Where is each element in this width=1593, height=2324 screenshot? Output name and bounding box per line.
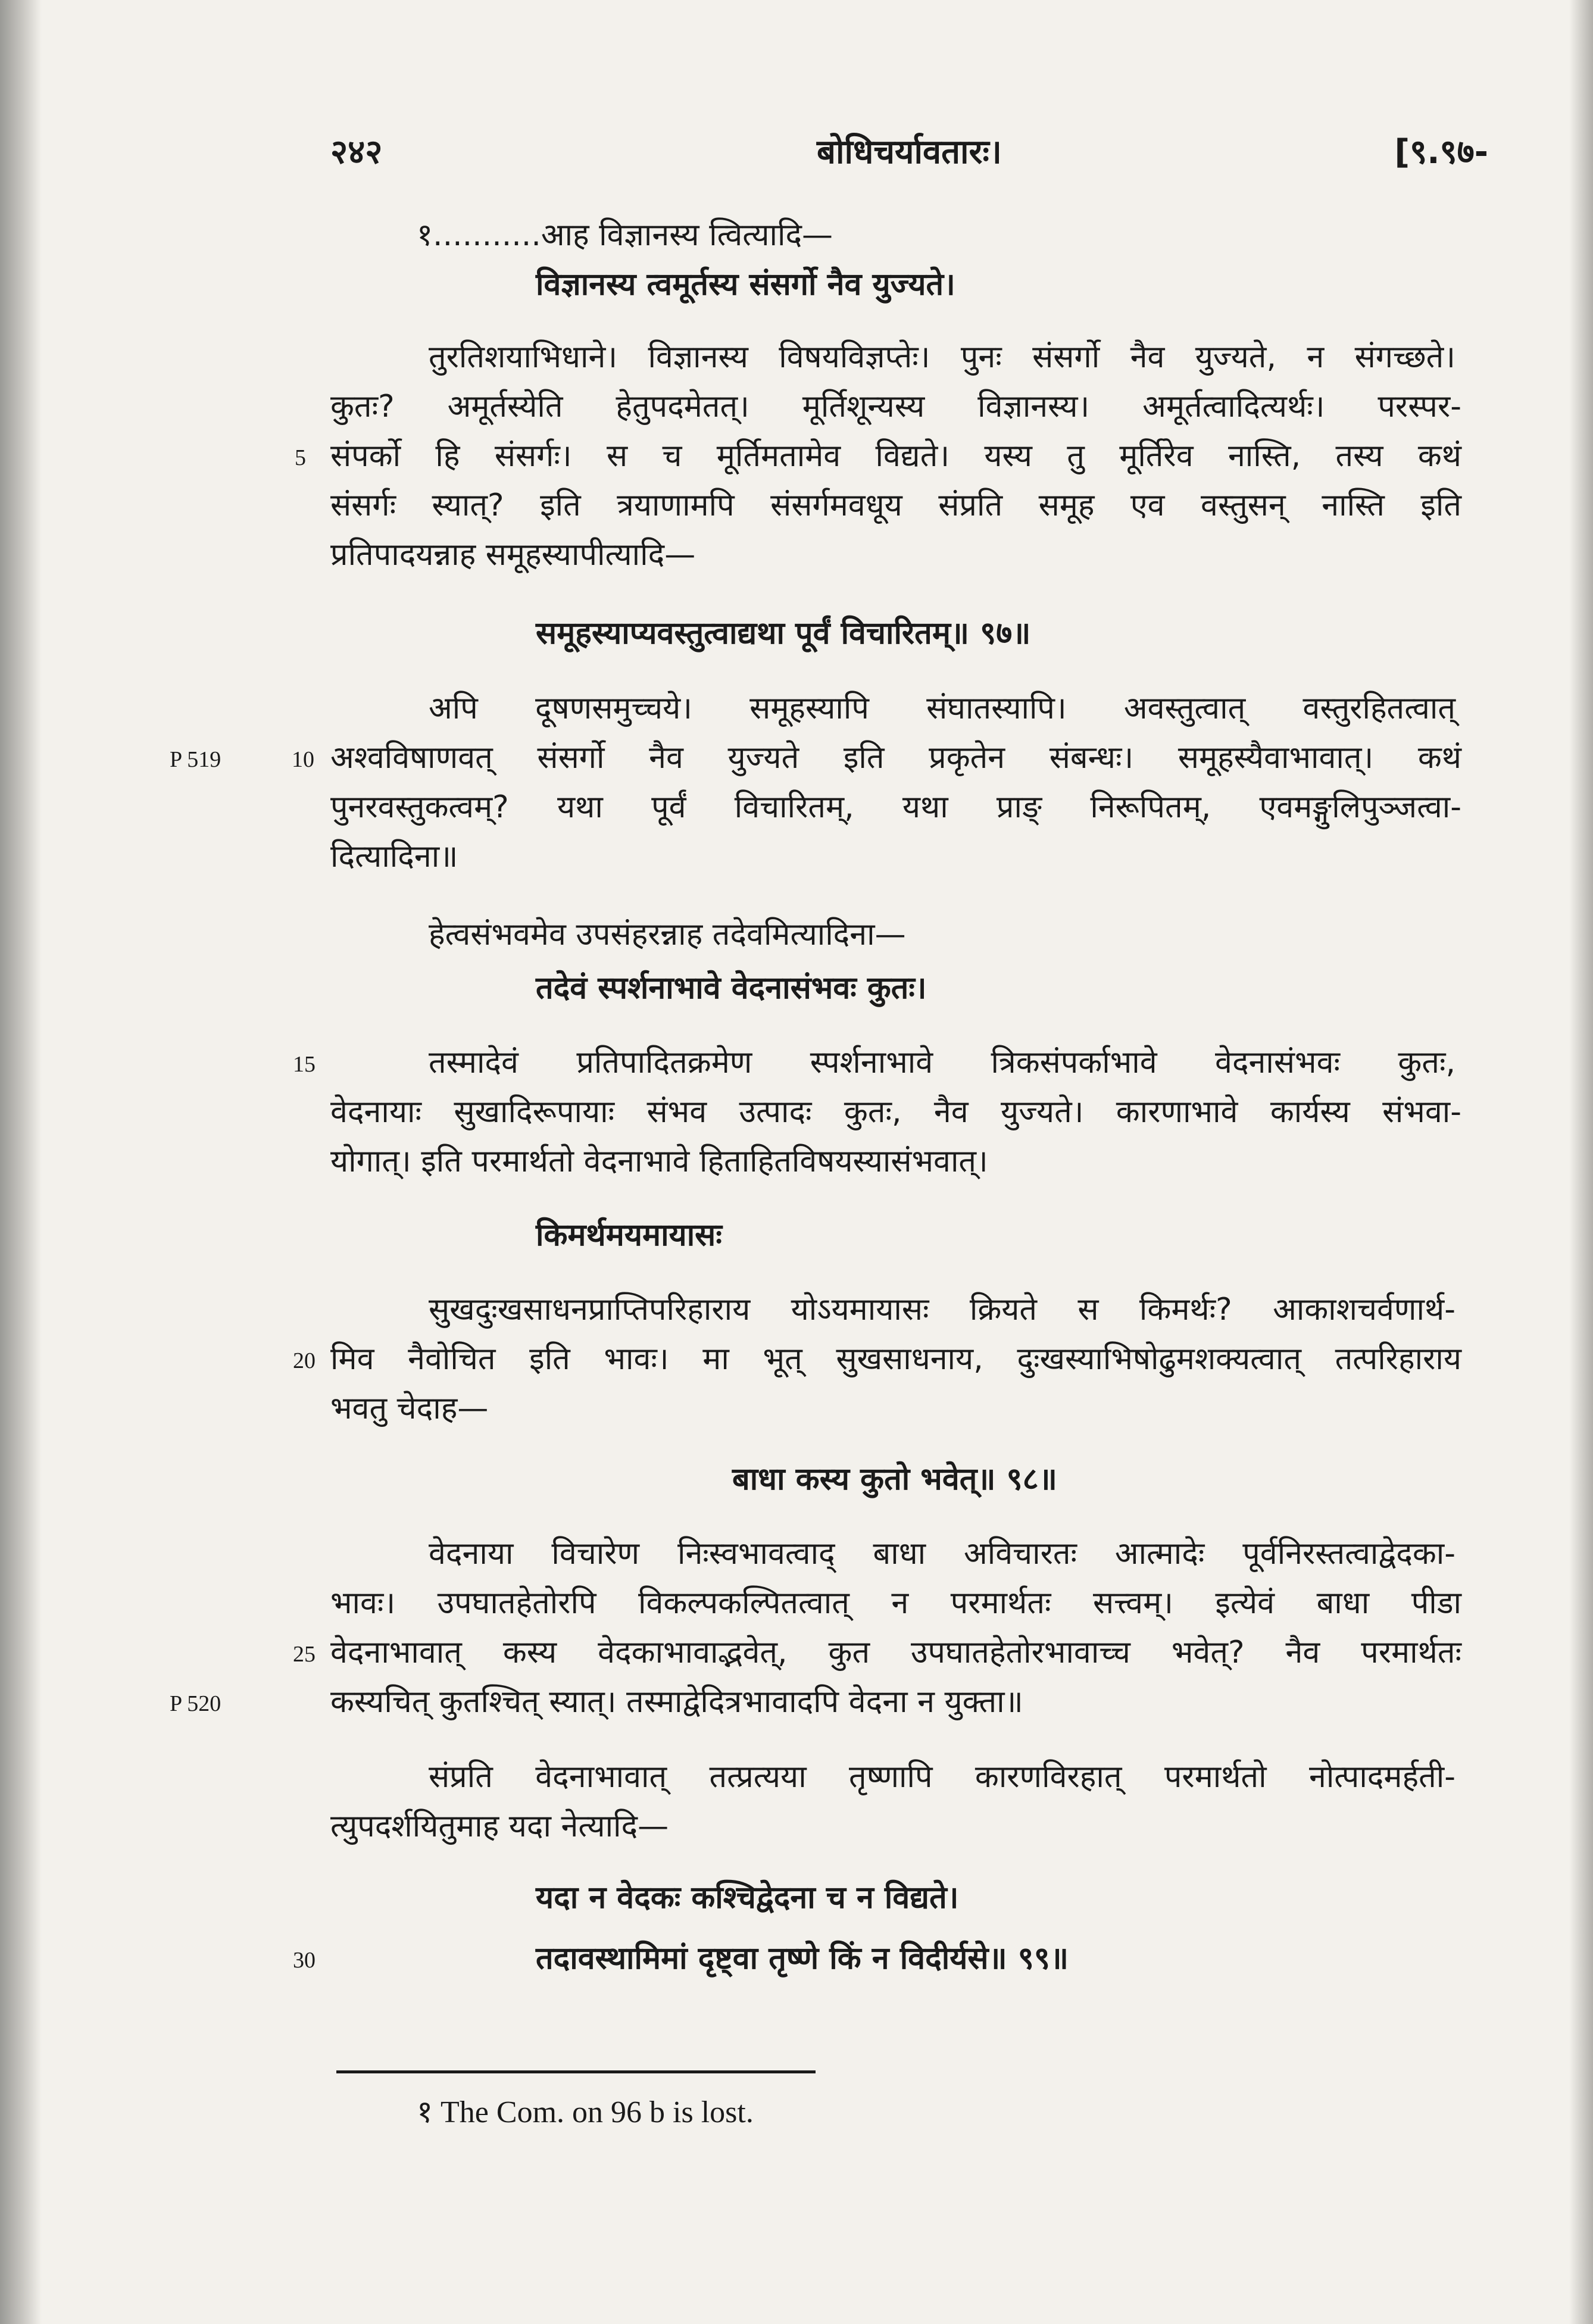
text-line: अश्वविषाणवत् संसर्गो नैव युज्यते इति प्रकृतेन संबन्धः। समूहस्यैवाभावात्। कथं — [330, 740, 1461, 776]
text-line: तस्मादेवं प्रतिपादितक्रमेण स्पर्शनाभावे त्रिकसंपर्काभावे वेदनासंभवः कुतः, — [429, 1045, 1455, 1080]
text-line: मिव नैवोचित इति भावः। मा भूत् सुखसाधनाय, दुःखस्याभिषोढुमशक्यत्वात् तत्परिहाराय — [330, 1341, 1461, 1377]
line-number: 5 — [295, 445, 306, 470]
text-line: तुरतिशयाभिधाने। विज्ञानस्य विषयविज्ञप्तेः। पुनः संसर्गो नैव युज्यते, न संगच्छते। — [429, 339, 1455, 375]
page-header — [330, 128, 1488, 182]
text-line: प्रतिपादयन्नाह समूहस्यापीत्यादि— — [330, 537, 696, 573]
scan-edge-right — [1569, 0, 1593, 2324]
line-number: 30 — [293, 1948, 316, 1973]
text-line: वेदनाभावात् कस्य वेदकाभावाद्भवेत्, कुत उपघातहेतोरभावाच्च भवेत्? नैव परमार्थतः — [330, 1635, 1461, 1670]
margin-reference: P 519 — [170, 747, 221, 772]
text-line: योगात्। इति परमार्थतो वेदनाभावे हिताहितविषयस्यासंभवात्। — [330, 1144, 988, 1179]
text-line: १...........आह विज्ञानस्य त्वित्यादि— — [417, 217, 833, 253]
text-line: भवतु चेदाह— — [330, 1391, 489, 1426]
margin-reference: P 520 — [170, 1691, 221, 1716]
page-number: २४२ — [330, 133, 383, 171]
scan-edge-left — [0, 0, 42, 2324]
footnote-rule — [336, 2070, 816, 2073]
text-line: सुखदुःखसाधनप्राप्तिपरिहाराय योऽयमायासः क्रियते स किमर्थः? आकाशचर्वणार्थ- — [429, 1292, 1455, 1327]
text-line: भावः। उपघातहेतोरपि विकल्पकल्पितत्वात् न परमार्थतः सत्त्वम्। इत्येवं बाधा पीडा — [330, 1585, 1461, 1621]
text-line: संपर्को हि संसर्गः। स च मूर्तिमतामेव विद्यते। यस्य तु मूर्तिरेव नास्ति, तस्य कथं — [330, 438, 1461, 474]
verse-line: यदा न वेदकः कश्चिद्वेदना च न विद्यते। — [536, 1880, 959, 1916]
line-number: 10 — [292, 747, 314, 772]
text-line: कुतः? अमूर्तस्येति हेतुपदमेतत्। मूर्तिशून्यस्य विज्ञानस्य। अमूर्तत्वादित्यर्थः। परस्पर- — [330, 389, 1461, 424]
text-line: दित्यादिना॥ — [330, 839, 458, 874]
running-title: बोधिचर्यावतारः। — [817, 133, 1002, 171]
text-line: वेदनायाः सुखादिरूपायाः संभव उत्पादः कुतः, नैव युज्यते। कारणाभावे कार्यस्य संभवा- — [330, 1094, 1461, 1130]
text-line: त्युपदर्शयितुमाह यदा नेत्यादि— — [330, 1808, 669, 1844]
line-number: 15 — [293, 1052, 316, 1077]
verse-line: बाधा कस्य कुतो भवेत्॥ ९८॥ — [732, 1461, 1057, 1497]
verse-reference: [९.९७- — [1394, 133, 1488, 171]
footnote: १ The Com. on 96 b is lost. — [417, 2095, 754, 2129]
verse-line: समूहस्याप्यवस्तुत्वाद्यथा पूर्वं विचारितम्॥ ९७॥ — [536, 616, 1031, 651]
text-line: हेत्वसंभवमेव उपसंहरन्नाह तदेवमित्यादिना— — [429, 917, 906, 952]
verse-line: किमर्थमयमायासः — [536, 1217, 722, 1253]
line-number: 25 — [293, 1642, 316, 1667]
text-line: वेदनाया विचारेण निःस्वभावत्वाद् बाधा अविचारतः आत्मादेः पूर्वनिरस्तत्वाद्वेदका- — [429, 1536, 1455, 1572]
verse-line: तदावस्थामिमां दृष्ट्वा तृष्णे किं न विदीर्यसे॥ ९९॥ — [536, 1941, 1069, 1976]
text-line: कस्यचित् कुतश्चित् स्यात्। तस्माद्वेदित्रभावादपि वेदना न युक्ता॥ — [330, 1684, 1023, 1720]
text-line: संसर्गः स्यात्? इति त्रयाणामपि संसर्गमवधूय संप्रति समूह एव वस्तुसन् नास्ति इति — [330, 488, 1461, 523]
line-number: 20 — [293, 1348, 316, 1373]
verse-line: विज्ञानस्य त्वमूर्तस्य संसर्गो नैव युज्यते। — [536, 267, 955, 302]
verse-line: तदेवं स्पर्शनाभावे वेदनासंभवः कुतः। — [536, 970, 927, 1006]
text-line: अपि दूषणसमुच्चये। समूहस्यापि संघातस्यापि। अवस्तुत्वात् वस्तुरहितत्वात् — [429, 691, 1455, 726]
text-line: पुनरवस्तुकत्वम्? यथा पूर्वं विचारितम्, यथा प्राङ् निरूपितम्, एवमङ्गुलिपुञ्जत्वा- — [330, 789, 1461, 825]
text-line: संप्रति वेदनाभावात् तत्प्रत्यया तृष्णापि कारणविरहात् परमार्थतो नोत्पादमर्हती- — [429, 1759, 1455, 1795]
